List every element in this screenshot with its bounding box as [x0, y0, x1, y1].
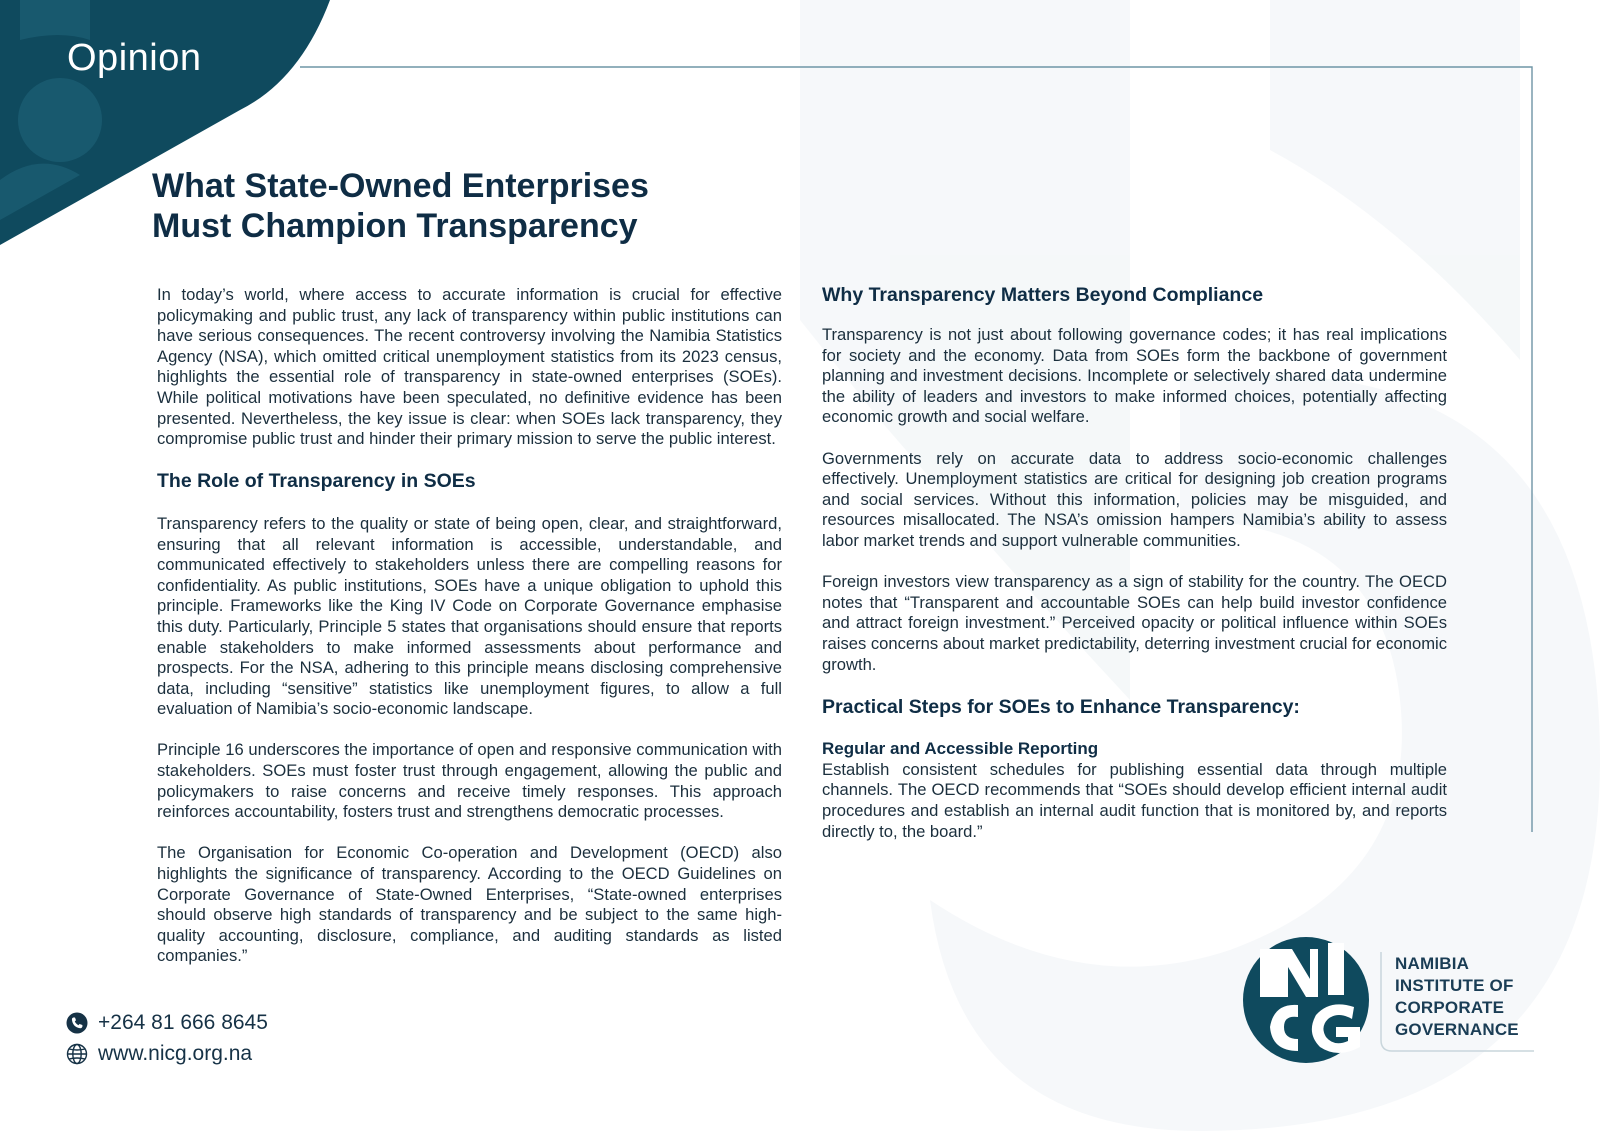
why-paragraph-1: Transparency is not just about following governance codes; it has real implications for society and the economy. Data from SOEs form the backbone of government planning and investment decisions. Incomplete or selectively shared data undermine the ability of leaders and investors to make informed choices, potentially affecting economic growth and social welfare. — [822, 325, 1447, 427]
subheading-regular-reporting: Regular and Accessible Reporting — [822, 739, 1099, 759]
role-paragraph-3: The Organisation for Economic Co-operation and Development (OECD) also highlights the significance of transparency. According to the OECD Guidelines on Corporate Governance of State-Owned Enterprises, “State-owned enterprises should observe high standards of transparency and be subject to the same high-quality accounting, disclosure, compliance, and auditing standards as listed companies.” — [157, 843, 782, 966]
contact-phone — [66, 1011, 268, 1035]
right-column — [822, 325, 1447, 842]
article-title-line2: Must Champion Transparency — [152, 207, 638, 245]
article-title-line1: What State-Owned Enterprises — [152, 167, 649, 205]
logo-line-3: CORPORATE — [1395, 998, 1505, 1017]
phone-icon — [66, 1012, 88, 1034]
nicg-logo-icon — [1240, 935, 1380, 1065]
why-paragraph-2: Governments rely on accurate data to address socio-economic challenges effectively. Unemployment statistics are critical for designing job creation programs and social services. Without this information, policies may be misguided, and resources misallocated. The NSA’s omission hampers Namibia’s ability to assess labor market trends and support vulnerable communities. — [822, 448, 1447, 550]
role-paragraph-2: Principle 16 underscores the importance of open and responsive communication with stakeholders. SOEs must foster trust through engagement, allowing the public and policymakers to raise concerns and receive timely responses. This approach reinforces accountability, fosters trust and strengthens democratic processes. — [157, 740, 782, 822]
reporting-paragraph: Establish consistent schedules for publishing essential data through multiple channels. The OECD recommends that “SOEs should develop efficient internal audit procedures and establish an internal audit function that is monitored by, and reports directly to, the board.” — [822, 759, 1447, 841]
logo-line-4: GOVERNANCE — [1395, 1020, 1519, 1039]
logo-wordmark — [1395, 953, 1519, 1041]
intro-paragraph: In today’s world, where access to accurate information is crucial for effective policymaking and public trust, any lack of transparency within public institutions can have serious consequences. The recent controversy involving the Namibia Statistics Agency (NSA), which omitted critical unemployment statistics from its 2023 census, highlights the essential role of transparency in state-owned enterprises (SOEs). While political motivations have been speculated, no definitive evidence has been presented. Nevertheless, the key issue is clear: when SOEs lack transparency, they compromise public trust and hinder their primary mission to serve the public interest. — [157, 285, 782, 449]
article-title — [152, 166, 649, 246]
logo-line-1: NAMIBIA — [1395, 954, 1470, 973]
role-paragraph-1: Transparency refers to the quality or state of being open, clear, and straightforward, ensuring that all relevant information is accessible, understandable, and communicated effectively to stakeholders unless there are compelling reasons for confidentiality. As public institutions, SOEs have a unique obligation to uphold this principle. Frameworks like the King IV Code on Corporate Governance emphasise this duty. Particularly, Principle 5 states that organisations should ensure that reports enable stakeholders to make informed assessments about performance and prospects. For the NSA, adhering to this principle means disclosing comprehensive data, including “sensitive” statistics like unemployment figures, to allow a full evaluation of Namibia’s socio-economic landscape. — [157, 513, 782, 719]
phone-number: +264 81 666 8645 — [98, 1011, 268, 1034]
section-label: Opinion — [67, 37, 202, 79]
why-paragraph-3: Foreign investors view transparency as a sign of stability for the country. The OECD notes that “Transparent and accountable SOEs can help build investor confidence and attract foreign investment.” Perceived opacity or political influence within SOEs raises concerns about market predictability, deterring investment crucial for economic growth. — [822, 572, 1447, 674]
globe-icon — [66, 1043, 88, 1065]
logo-line-2: INSTITUTE OF — [1395, 976, 1514, 995]
heading-role-of-transparency: The Role of Transparency in SOEs — [157, 470, 476, 493]
contact-website — [66, 1042, 252, 1066]
website-url[interactable]: www.nicg.org.na — [98, 1042, 253, 1065]
left-column — [157, 285, 782, 988]
heading-why-transparency-matters: Why Transparency Matters Beyond Compliance — [822, 284, 1264, 306]
heading-practical-steps: Practical Steps for SOEs to Enhance Transparency: — [822, 695, 1300, 718]
